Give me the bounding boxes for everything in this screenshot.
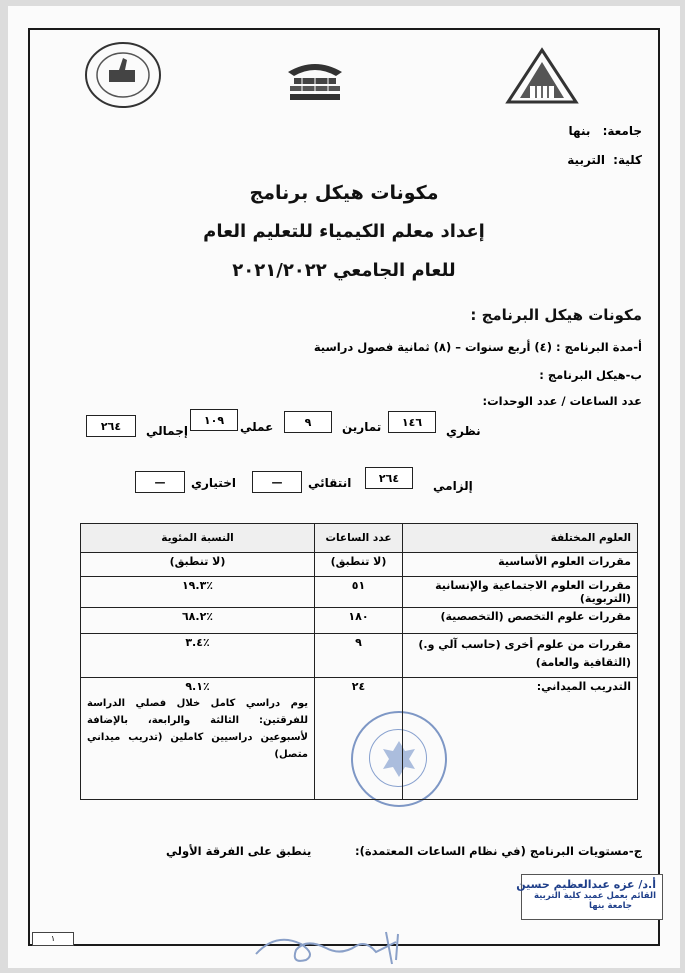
university-line [569,124,642,138]
row-percent: ٪٦٨.٢ [81,608,315,634]
dean-name: أ.د/ عزه عبدالعظيم حسين [516,878,656,891]
dean-signature-box [516,874,663,920]
elective-value: — [252,471,302,493]
handwritten-signature [246,924,426,968]
table-row [81,678,638,800]
mandatory-label: إلزامي [433,479,473,493]
row-name: مقررات العلوم الاجتماعية والإنسانية (التربوية) [403,577,638,608]
col-header-hours: عدد الساعات [315,524,403,553]
row-hours: ٢٤ [315,678,403,800]
dean-university: جامعة بنها [589,901,632,911]
row-percent: ٪١٩.٣ [81,577,315,608]
row-hours: (لا تنطبق) [315,553,403,577]
field-training-note: يوم دراسي كامل خلال فصلي الدراسة للفرقتين: الثالثة والرابعة، بالإضافة لأسبوعين دراسيين كاملين (تدريب ميداني متصل) [87,698,308,760]
title-line-1: مكونات هيكل برنامج [249,182,439,204]
dean-title: القائم بعمل عميد كلية التربية [534,891,656,901]
program-duration: أ-مدة البرنامج : (٤) أربع سنوات – (٨) ثمانية فصول دراسية [313,340,642,354]
faculty-value: التربية [567,153,605,167]
exercises-value: ٩ [284,411,332,433]
total-label: إجمالي [146,424,188,438]
mandatory-value: ٢٦٤ [365,467,413,489]
university-label: جامعة: [602,124,642,138]
row-hours: ٩ [315,634,403,678]
credit-distribution-table [80,523,638,800]
table-row [81,608,638,634]
hours-units-label: عدد الساعات / عدد الوحدات: [482,394,642,408]
exercises-label: تمارين [342,420,382,434]
university-value: بنها [568,124,591,138]
program-levels-label: ج-مستويات البرنامج (في نظام الساعات المعتمدة): [354,844,642,858]
row-percent-cell [81,678,315,800]
theory-value: ١٤٦ [388,411,436,433]
theory-label: نظري [446,424,481,438]
table-row [81,634,638,678]
total-value: ٢٦٤ [86,415,136,437]
faculty-logo [282,50,348,110]
row-percent: ٪٣.٤ [81,634,315,678]
quality-assurance-logo [83,40,163,114]
optional-label: اختياري [191,476,236,490]
practical-value: ١٠٩ [190,409,238,431]
page-number-box [32,932,74,946]
table-header-row [81,524,638,553]
document-page [8,6,680,968]
title-line-3: للعام الجامعي ٢٠٢١/٢٠٢٢ [232,260,456,281]
col-header-percent: النسبة المئوية [81,524,315,553]
faculty-label: كلية: [613,153,642,167]
row-percent: (لا تنطبق) [81,553,315,577]
elective-label: انتقائي [308,476,352,490]
optional-value: — [135,471,185,493]
page-number: ١ [50,934,56,943]
row-name: مقررات العلوم الأساسية [403,553,638,577]
row-name: التدريب الميداني: [403,678,638,800]
row-name: مقررات من علوم أخرى (حاسب آلي و.) (الثقافية والعامة) [403,634,638,678]
practical-label: عملي [240,420,274,434]
section-heading: مكونات هيكل البرنامج : [470,306,642,324]
row-percent: ٪٩.١ [185,680,210,693]
row-hours: ٥١ [315,577,403,608]
col-header-sciences: العلوم المختلفة [403,524,638,553]
program-structure: ب-هيكل البرنامج : [539,368,642,382]
table-row [81,577,638,608]
title-line-2: إعداد معلم الكيمياء للتعليم العام [203,221,485,242]
row-hours: ١٨٠ [315,608,403,634]
table-row [81,553,638,577]
faculty-line [567,153,642,167]
row-name: مقررات علوم التخصص (التخصصية) [403,608,638,634]
program-levels-value: ينطبق على الفرقة الأولي [166,844,312,858]
university-logo [504,46,580,110]
